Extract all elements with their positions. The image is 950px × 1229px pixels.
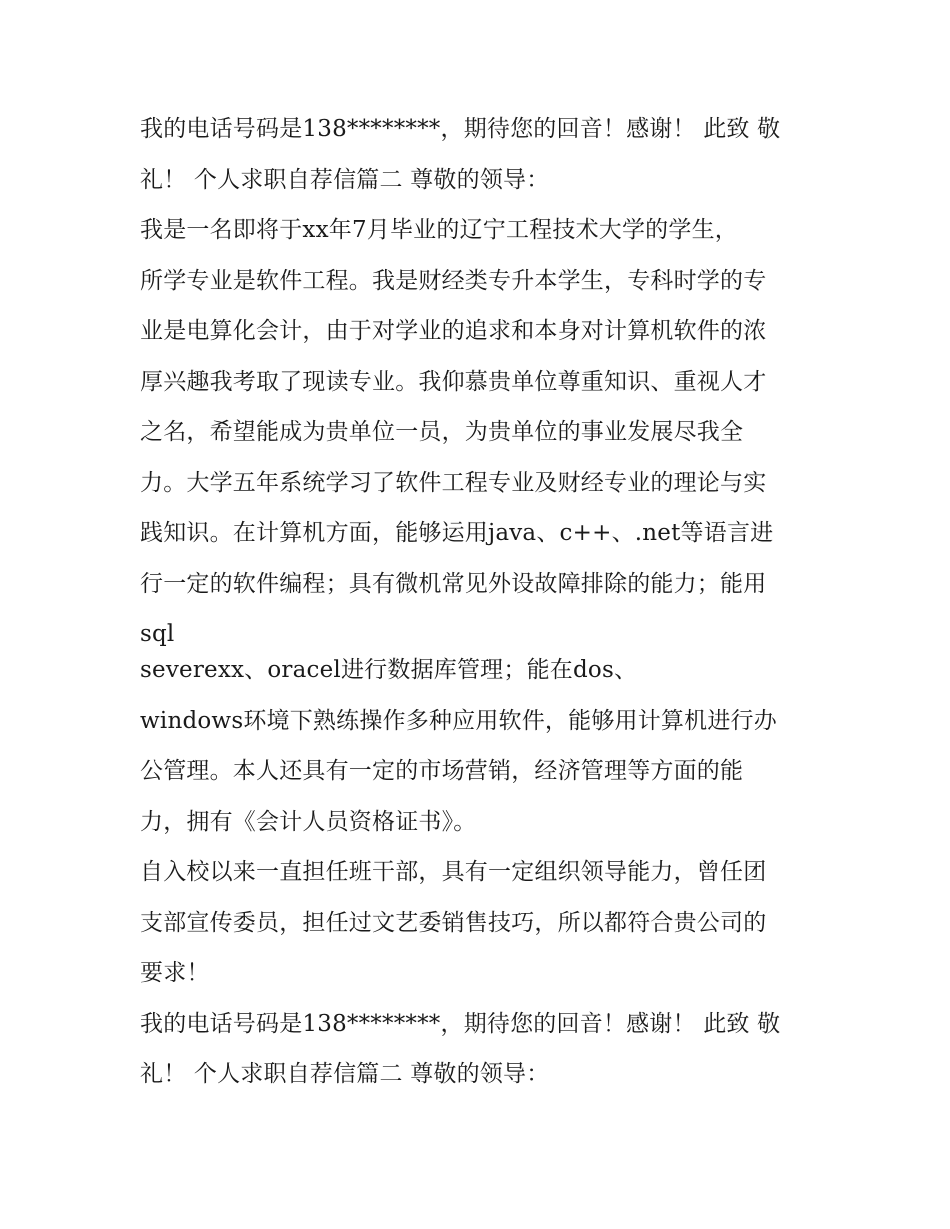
text-line: sql [140,621,175,647]
text-line: 我是一名即将于xx年7月毕业的辽宁工程技术大学的学生， [140,217,738,243]
text-line: 业是电算化会计，由于对学业的追求和本身对计算机软件的浓 [140,318,767,344]
text-line: 支部宣传委员，担任过文艺委销售技巧，所以都符合贵公司的 [140,909,767,936]
letter-body [140,104,820,1100]
text-line: windows环境下熟练操作多种应用软件，能够用计算机进行办 [140,707,777,734]
text-line: 自入校以来一直担任班干部，具有一定组织领导能力，曾任团 [140,859,767,885]
text-line: 礼！ 个人求职自荐信篇二 尊敬的领导： [140,166,550,193]
text-line: 公管理。本人还具有一定的市场营销，经济管理等方面的能 [140,758,744,784]
text-line: 要求！ [140,960,210,986]
text-line: 厚兴趣我考取了现读专业。我仰慕贵单位尊重知识、重视人才 [140,368,767,395]
text-line: severexx、oracel进行数据库管理；能在dos、 [140,657,638,683]
text-line: 礼！ 个人求职自荐信篇二 尊敬的领导： [140,1061,550,1087]
text-line: 我的电话号码是138********，期待您的回音！感谢！ 此致 敬 [140,116,781,142]
text-line: 力，拥有《会计人员资格证书》。 [140,808,477,835]
text-line: 践知识。在计算机方面，能够运用java、c++、.net等语言进 [140,520,774,546]
text-line: 力。大学五年系统学习了软件工程专业及财经专业的理论与实 [140,469,767,496]
text-line: 我的电话号码是138********，期待您的回音！感谢！ 此致 敬 [140,1010,781,1037]
text-line: 所学专业是软件工程。我是财经类专升本学生，专科时学的专 [140,267,767,294]
text-line: 行一定的软件编程；具有微机常见外设故障排除的能力；能用 [140,570,767,597]
text-line: 之名，希望能成为贵单位一员，为贵单位的事业发展尽我全 [140,419,744,445]
